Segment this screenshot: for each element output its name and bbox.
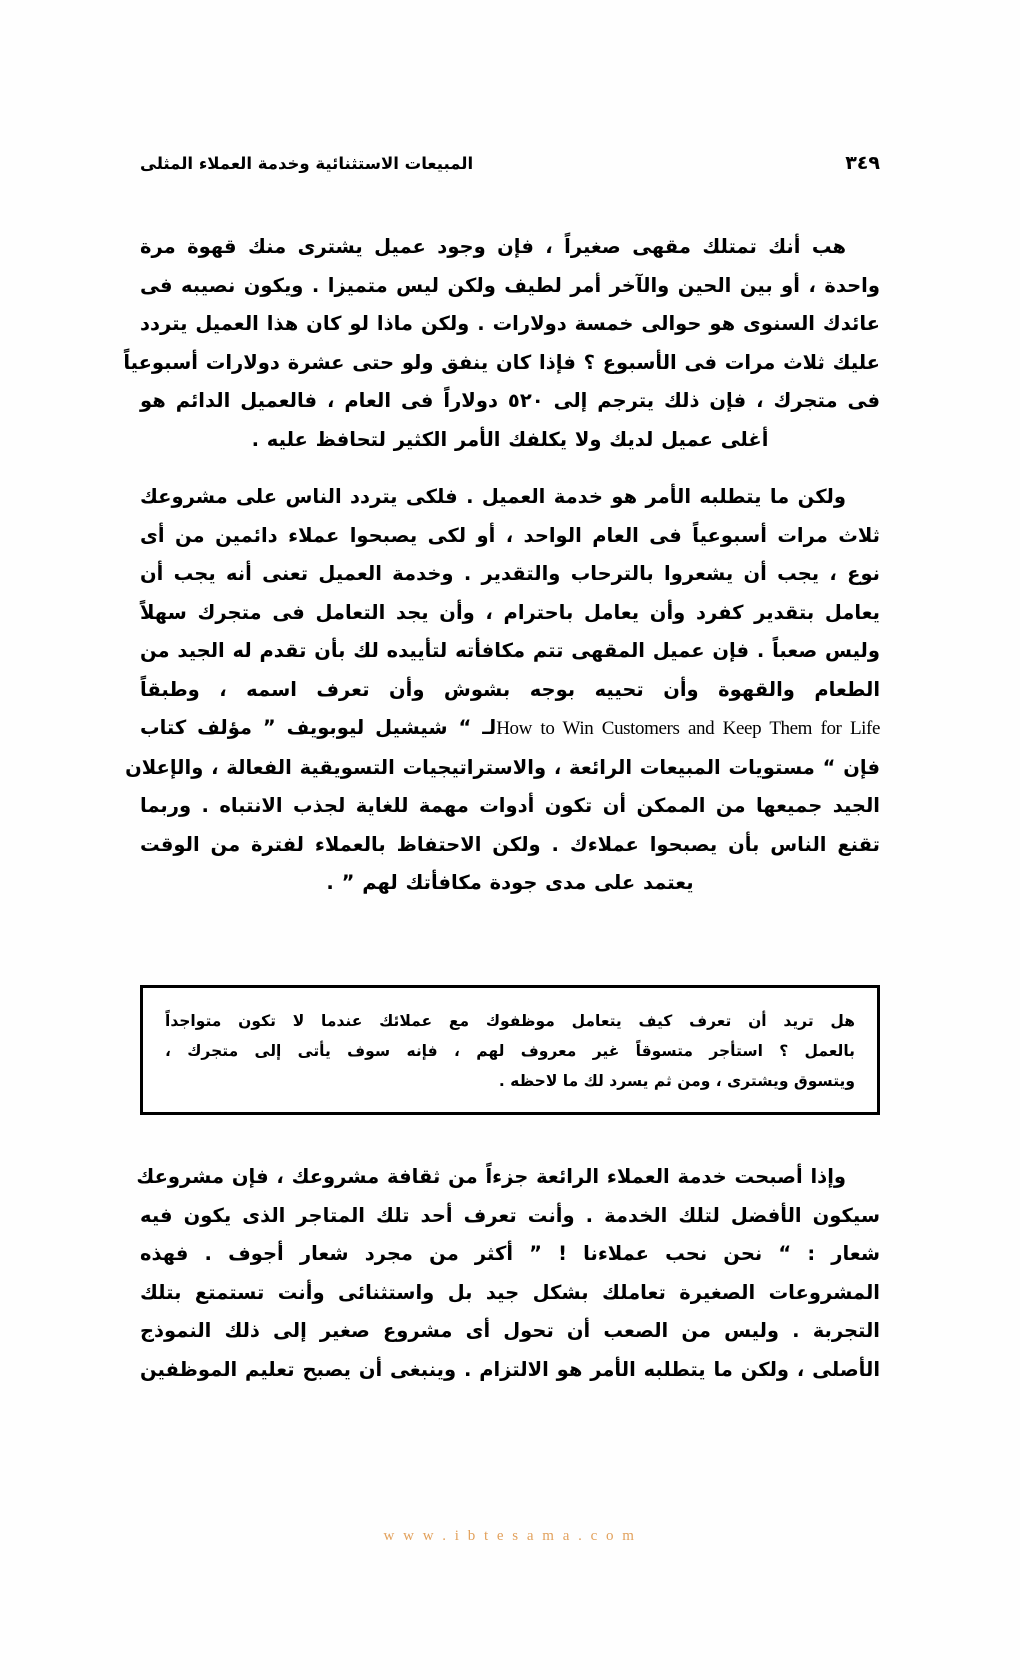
text-line: عائدك السنوى هو حوالى خمسة دولارات . ولكن ماذا لو كان هذا العميل يتردد — [140, 312, 880, 335]
text-line: شعار : “ نحن نحب عملاءنا ! ” أكثر من مجرد شعار أجوف . فهذه — [140, 1242, 880, 1265]
paragraph-text — [123, 228, 880, 459]
english-book-title: How to Win Customers and Keep Them for Life — [496, 718, 881, 739]
text-line: أغلى عميل لديك ولا يكلفك الأمر الكثير لتحافظ عليه . — [251, 427, 769, 451]
paragraph-text — [125, 478, 881, 903]
citation-line — [140, 709, 880, 749]
body-paragraph-2 — [125, 478, 881, 903]
body-paragraph-1 — [123, 228, 880, 459]
callout-line: ويتسوق ويشترى ، ومن ثم يسرد لك ما لاحظه . — [498, 1072, 855, 1090]
callout-box — [140, 985, 880, 1115]
text-line: ولكن ما يتطلبه الأمر هو خدمة العميل . فلكى يتردد الناس على مشروعك — [140, 485, 846, 508]
text-line: ثلاث مرات أسبوعياً فى العام الواحد ، أو لكى يصبحوا عملاء دائمين من أى — [140, 523, 880, 547]
text-line: سيكون الأفضل لتلك الخدمة . وأنت تعرف أحد تلك المتاجر الذى يكون فيه — [140, 1203, 880, 1227]
text-line: هب أنك تمتلك مقهى صغيراً ، فإن وجود عميل يشترى منك قهوة مرة — [140, 235, 846, 258]
callout-line: بالعمل ؟ استأجر متسوقاً غير معروف لهم ، فإنه سوف يأتى إلى متجرك ، — [165, 1042, 855, 1060]
text-line: المشروعات الصغيرة تعاملك بشكل جيد بل واستثنائى وأنت تستمتع بتلك — [140, 1280, 880, 1304]
citation-arabic: لـ “ شيشيل ليوبويف ” مؤلف كتاب — [140, 716, 497, 739]
text-line: عليك ثلاث مرات فى الأسبوع ؟ فإذا كان ينفق ولو حتى عشرة دولارات أسبوعياً — [123, 350, 880, 374]
page-number: ٣٤٩ — [845, 152, 880, 174]
page-running-header — [140, 152, 880, 182]
paragraph-text — [136, 1158, 880, 1389]
text-line: وليس صعباً . فإن عميل المقهى تتم مكافأته لتأييده لك بأن تقدم له الجيد من — [140, 639, 880, 662]
running-header-title: المبيعات الاستثنائية وخدمة العملاء المثلى — [140, 154, 474, 173]
text-line: الطعام والقهوة وأن تحييه بوجه بشوش وأن تعرف اسمه ، وطبقاً — [140, 677, 880, 701]
text-line: الجيد جميعها من الممكن أن تكون أدوات مهمة للغاية لجذب الانتباه . وربما — [140, 794, 880, 817]
text-line: تقنع الناس بأن يصبحوا عملاءك . ولكن الاحتفاظ بالعملاء لفترة من الوقت — [140, 832, 880, 856]
text-line: فإن “ مستويات المبيعات الرائعة ، والاستراتيجيات التسويقية الفعالة ، والإعلان — [125, 755, 880, 779]
site-watermark: w w w . i b t e s a m a . c o m — [383, 1528, 637, 1544]
callout-line: هل تريد أن تعرف كيف يتعامل موظفوك مع عملائك عندما لا تكون متواجداً — [165, 1012, 855, 1030]
text-line: يعامل بتقدير كفرد وأن يعامل باحترام ، وأن يجد التعامل فى متجرك سهلاً — [140, 600, 880, 624]
body-paragraph-3 — [136, 1158, 880, 1389]
text-line: التجربة . وليس من الصعب أن تحول أى مشروع صغير إلى ذلك النموذج — [140, 1319, 880, 1342]
text-line: الأصلى ، ولكن ما يتطلبه الأمر هو الالتزام . وينبغى أن يصبح تعليم الموظفين — [140, 1357, 880, 1381]
text-line: واحدة ، أو بين الحين والآخر أمر لطيف ولكن ليس متميزا . ويكون نصيبه فى — [140, 273, 880, 297]
text-line: وإذا أصبحت خدمة العملاء الرائعة جزءاً من ثقافة مشروعك ، فإن مشروعك — [136, 1165, 846, 1188]
text-line: فى متجرك ، فإن ذلك يترجم إلى ٥٢٠ دولاراً فى العام ، فالعميل الدائم هو — [140, 389, 880, 412]
text-line: نوع ، يجب أن يشعروا بالترحاب والتقدير . وخدمة العميل تعنى أنه يجب أن — [140, 562, 880, 585]
text-line: يعتمد على مدى جودة مكافأتك لهم ” . — [326, 871, 694, 894]
